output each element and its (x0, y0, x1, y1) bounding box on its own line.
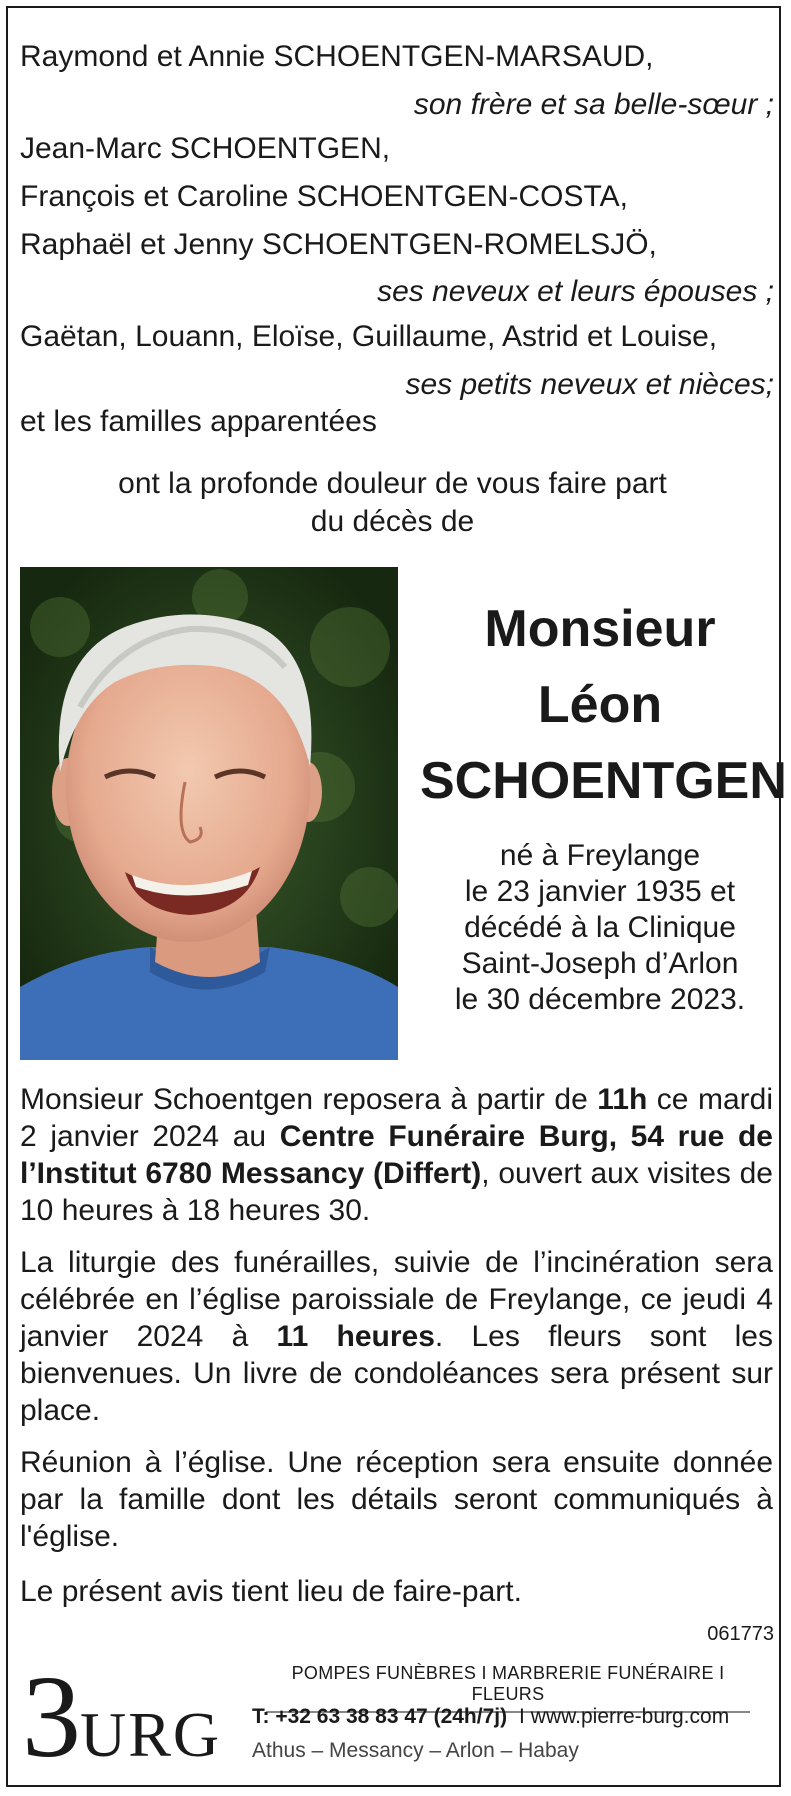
reference-number: 061773 (707, 1623, 774, 1645)
website-link[interactable]: www.pierre-burg.com (530, 1705, 730, 1728)
phone-hours: (24h/7j) (433, 1705, 508, 1728)
burg-logo (22, 1658, 222, 1768)
separator: I (518, 1705, 525, 1728)
family-line: François et Caroline SCHOENTGEN-COSTA, (20, 180, 628, 213)
bio-line: décédé à la Clinique (464, 911, 736, 944)
family-relation: ses neveux et leurs épouses ; (377, 275, 774, 308)
svg-text:3: 3 (22, 1658, 81, 1768)
phone-label: T: (252, 1705, 276, 1728)
contact-line (252, 1705, 729, 1729)
family-line: Raymond et Annie SCHOENTGEN-MARSAUD, (20, 40, 654, 73)
notice-paragraph: Le présent avis tient lieu de faire-part. (20, 1575, 522, 1608)
cities-line: Athus – Messancy – Arlon – Habay (252, 1739, 579, 1762)
services-line: POMPES FUNÈBRES I MARBRERIE FUNÉRAIRE I FLEURS (266, 1663, 750, 1713)
announcement-line: ont la profonde douleur de vous faire part (118, 467, 667, 500)
family-relation: son frère et sa belle-sœur ; (413, 88, 774, 121)
bio-line: Saint-Joseph d’Arlon (461, 947, 739, 980)
bio-line: le 30 décembre 2023. (454, 983, 746, 1016)
family-line: Raphaël et Jenny SCHOENTGEN-ROMELSJÖ, (20, 228, 657, 261)
announcement-line: du décès de (310, 505, 475, 538)
bio-line: le 23 janvier 1935 et (464, 875, 736, 908)
portrait-photo (20, 567, 398, 1060)
svg-text:URG: URG (80, 1699, 222, 1768)
visitation-paragraph: Monsieur Schoentgen reposera à partir de 11h ce mardi 2 janvier 2024 au Centre Funéraire Burg, 54 rue de l’Institut 6780 Messancy (Differt), ouvert aux visites de 10 heures à 18 heures 30. (20, 1083, 773, 1227)
family-relation: ses petits neveux et nièces; (405, 368, 774, 401)
deceased-first-name: Léon (537, 676, 663, 734)
phone-number[interactable]: +32 63 38 83 47 (275, 1705, 428, 1728)
family-line: Gaëtan, Louann, Eloïse, Guillaume, Astrid et Louise, (20, 320, 718, 353)
deceased-last-name: SCHOENTGEN (420, 752, 787, 810)
bio-line: né à Freylange (499, 839, 701, 872)
family-line: Jean-Marc SCHOENTGEN, (20, 132, 391, 165)
deceased-title: Monsieur (484, 600, 716, 658)
family-line: et les familles apparentées (20, 405, 377, 438)
reception-paragraph: Réunion à l’église. Une réception sera ensuite donnée par la famille dont les détails seront communiqués à l'église. (20, 1446, 773, 1553)
liturgy-paragraph: La liturgie des funérailles, suivie de l’incinération sera célébrée en l’église paroissiale de Freylange, ce jeudi 4 janvier 2024 à 11 heures. Les fleurs sont les bienvenues. Un livre de condoléances sera présent sur place. (20, 1246, 773, 1427)
